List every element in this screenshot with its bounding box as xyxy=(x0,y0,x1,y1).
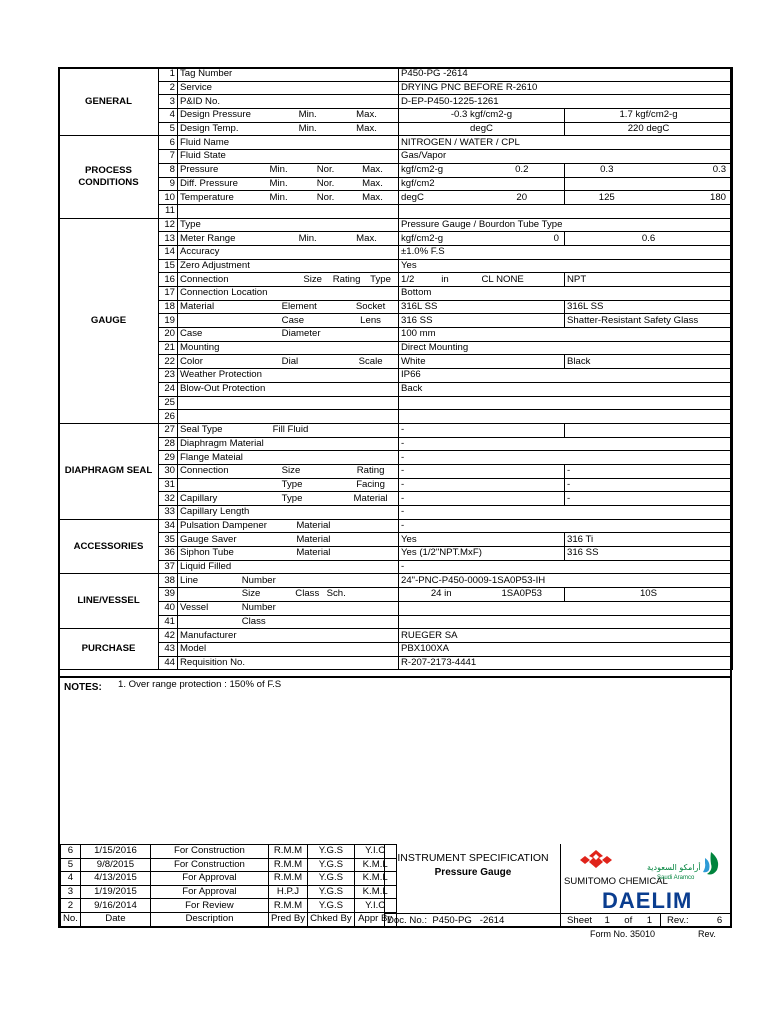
revision-pred: R.M.M xyxy=(268,899,307,913)
row-11: 11 xyxy=(59,204,733,218)
revision-no: 4 xyxy=(61,872,81,886)
revision-desc: For Approval xyxy=(150,872,268,886)
revision-chk: Y.G.S xyxy=(308,885,355,899)
revision-date: 9/8/2015 xyxy=(80,858,150,872)
row-33: 33 Capillary Length - xyxy=(59,506,733,520)
sumitomo-logo-icon xyxy=(580,850,612,868)
revision-desc: For Approval xyxy=(150,885,268,899)
row-10: 10 Temperature Min. Nor. Max. degC 20 125 180 xyxy=(59,191,733,205)
revision-chk: Y.G.S xyxy=(308,899,355,913)
row-13: 13 Meter Range Min. Max. kgf/cm2-g 0 0.6 xyxy=(59,232,733,246)
notes-text: 1. Over range protection : 150% of F.S xyxy=(118,679,282,690)
row-27: DIAPHRAGM SEAL 27 Seal Type Fill Fluid - xyxy=(59,423,733,437)
revision-appr: K.M.L xyxy=(354,872,396,886)
revision-row xyxy=(61,872,397,886)
doc-footer-row xyxy=(384,914,730,928)
revision-row xyxy=(61,845,397,859)
row-43: 43 Model PBX100XA xyxy=(59,642,733,656)
row-12: GAUGE 12 Type Pressure Gauge / Bourdon Tube Type xyxy=(59,218,733,232)
doc-title: INSTRUMENT SPECIFICATION xyxy=(397,852,549,864)
revision-appr: Y.I.C xyxy=(354,899,396,913)
revision-no: 3 xyxy=(61,885,81,899)
row-40: 40 Vessel Number xyxy=(59,601,733,615)
revision-date: 1/19/2015 xyxy=(80,885,150,899)
revision-date: 9/16/2014 xyxy=(80,899,150,913)
revision-desc: For Construction xyxy=(150,845,268,859)
row-16: 16 Connection Size Rating Type 1/2 in CL NONE NPT xyxy=(59,273,733,287)
revision-chk: Y.G.S xyxy=(308,872,355,886)
doc-number-cell: Doc. No.: P450-PG -2614 xyxy=(384,914,560,928)
row-18: 18 Material Element Socket 316L SS 316L SS xyxy=(59,300,733,314)
aramco-arabic-text: أرامكو السعودية xyxy=(647,863,701,872)
section-general: GENERAL xyxy=(59,68,159,136)
row-44: 44 Requisition No. R-207-2173-4441 xyxy=(59,656,733,670)
row-2: 2 Service DRYING PNC BEFORE R-2610 xyxy=(59,81,733,95)
section-line-vessel: LINE/VESSEL xyxy=(59,574,159,629)
revision-no: 6 xyxy=(61,845,81,859)
revision-chk: Y.G.S xyxy=(308,858,355,872)
row-31: 31 Type Facing - - xyxy=(59,478,733,492)
row-8: 8 Pressure Min. Nor. Max. kgf/cm2-g 0.2 0.3 0.3 xyxy=(59,163,733,177)
revision-no: 2 xyxy=(61,899,81,913)
row-22: 22 Color Dial Scale White Black xyxy=(59,355,733,369)
row-15: 15 Zero Adjustment Yes xyxy=(59,259,733,273)
row-32: 32 Capillary Type Material - - xyxy=(59,492,733,506)
row-4: 4 Design Pressure Min. Max. -0.3 kgf/cm2-g 1.7 kgf/cm2-g xyxy=(59,109,733,123)
section-purchase: PURCHASE xyxy=(59,629,159,670)
form-rev: Rev. xyxy=(698,929,716,939)
row-25: 25 xyxy=(59,396,733,410)
revision-desc: For Review xyxy=(150,899,268,913)
company-logos xyxy=(561,844,731,914)
daelim-logo-text: DAELIM xyxy=(602,888,693,913)
row-28: 28 Diaphragm Material - xyxy=(59,437,733,451)
revision-header-appr: Appr By xyxy=(354,912,396,926)
revision-pred: H.P.J xyxy=(268,885,307,899)
logo-box xyxy=(560,844,730,914)
spec-table xyxy=(58,67,733,670)
row-7: 7 Fluid State Gas/Vapor xyxy=(59,150,733,164)
revision-row xyxy=(61,899,397,913)
sheet-cell: Sheet 1 of 1 xyxy=(560,914,660,928)
revision-table xyxy=(60,844,397,927)
revision-header-no: No. xyxy=(61,912,81,926)
row-35: 35 Gauge Saver Material Yes 316 Ti xyxy=(59,533,733,547)
row-5: 5 Design Temp. Min. Max. degC 220 degC xyxy=(59,122,733,136)
row-42: PURCHASE 42 Manufacturer RUEGER SA xyxy=(59,629,733,643)
revision-appr: Y.I.C xyxy=(354,845,396,859)
section-gauge: GAUGE xyxy=(59,218,159,423)
section-accessories: ACCESSORIES xyxy=(59,519,159,574)
notes-area xyxy=(60,676,730,844)
revision-date: 4/13/2015 xyxy=(80,872,150,886)
row-9: 9 Diff. Pressure Min. Nor. Max. kgf/cm2 xyxy=(59,177,733,191)
revision-appr: K.M.L xyxy=(354,885,396,899)
row-14: 14 Accuracy ±1.0% F.S xyxy=(59,245,733,259)
document-title-box xyxy=(384,844,560,914)
row-37: 37 Liquid Filled - xyxy=(59,560,733,574)
revision-date: 1/15/2016 xyxy=(80,845,150,859)
doc-number: P450-PG -2614 xyxy=(432,915,505,926)
row-3: 3 P&ID No. D-EP-P450-1225-1261 xyxy=(59,95,733,109)
row-20: 20 Case Diameter 100 mm xyxy=(59,328,733,342)
row-38: LINE/VESSEL 38 Line Number 24"-PNC-P450-0009-1SA0P53-IH xyxy=(59,574,733,588)
revision-appr: K.M.L xyxy=(354,858,396,872)
row-30: 30 Connection Size Rating - - xyxy=(59,464,733,478)
section-process: PROCESS CONDITIONS xyxy=(59,136,159,218)
row-19: 19 Case Lens 316 SS Shatter-Resistant Safety Glass xyxy=(59,314,733,328)
revision-row xyxy=(61,858,397,872)
revision-header-desc: Description xyxy=(150,912,268,926)
form-number: Form No. 35010 xyxy=(590,929,656,939)
row-24: 24 Blow-Out Protection Back xyxy=(59,382,733,396)
revision-pred: R.M.M xyxy=(268,872,307,886)
row-6: PROCESS CONDITIONS 6 Fluid Name NITROGEN / WATER / CPL xyxy=(59,136,733,150)
revision-pred: R.M.M xyxy=(268,858,307,872)
revision-desc: For Construction xyxy=(150,858,268,872)
section-diaphragm: DIAPHRAGM SEAL xyxy=(59,423,159,519)
revision-chk: Y.G.S xyxy=(308,845,355,859)
row-29: 29 Flange Mateial - xyxy=(59,451,733,465)
aramco-english-text: Saudi Aramco xyxy=(657,875,695,881)
revision-header-date: Date xyxy=(80,912,150,926)
row-1: GENERAL 1 Tag Number P450-PG -2614 xyxy=(59,68,733,82)
rev-cell: Rev.: 6 xyxy=(660,914,730,928)
revision-header-row xyxy=(61,912,397,926)
row-21: 21 Mounting Direct Mounting xyxy=(59,341,733,355)
row-36: 36 Siphon Tube Material Yes (1/2"NPT.MxF) 316 SS xyxy=(59,547,733,561)
row-39: 39 Size Class Sch. 24 in 1SA0P53 10S xyxy=(59,588,733,602)
row-41: 41 Class xyxy=(59,615,733,629)
row-34: ACCESSORIES 34 Pulsation Dampener Material - xyxy=(59,519,733,533)
sumitomo-text: SUMITOMO CHEMICAL xyxy=(564,876,668,887)
revision-header-pred: Pred By xyxy=(268,912,307,926)
notes-label: NOTES: xyxy=(64,682,102,693)
revision-header-chk: Chked By xyxy=(308,912,355,926)
aramco-logo-icon xyxy=(703,852,718,875)
revision-pred: R.M.M xyxy=(268,845,307,859)
row-26: 26 xyxy=(59,410,733,424)
revision-no: 5 xyxy=(61,858,81,872)
row-23: 23 Weather Protection IP66 xyxy=(59,369,733,383)
revision-row xyxy=(61,885,397,899)
row-17: 17 Connection Location Bottom xyxy=(59,287,733,301)
doc-subtitle: Pressure Gauge xyxy=(434,867,512,878)
